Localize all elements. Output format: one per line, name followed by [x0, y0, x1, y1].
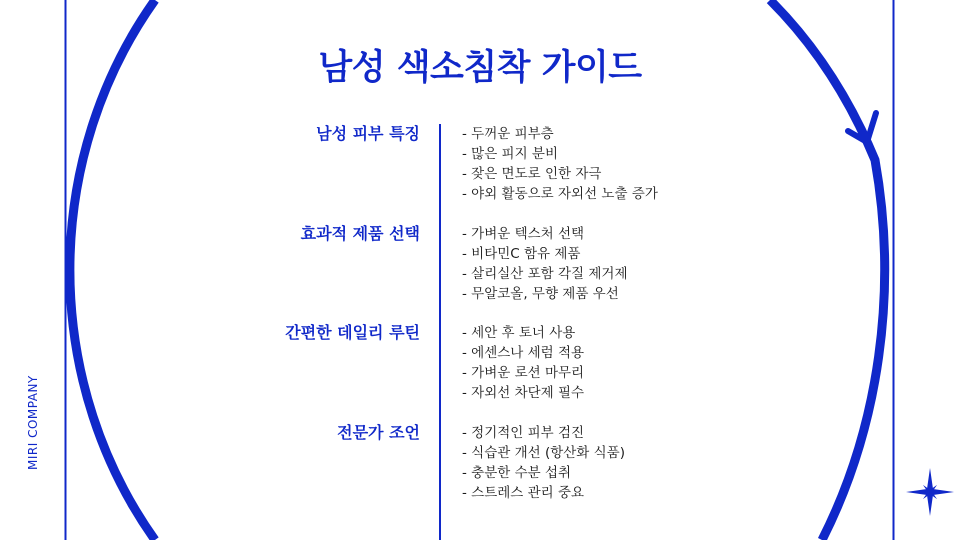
- section-heading: 전문가 조언: [337, 423, 420, 442]
- list-item: - 야외 활동으로 자외선 노출 증가: [462, 186, 658, 202]
- section-list: [462, 423, 625, 503]
- list-item: - 식습관 개선 (항산화 식품): [462, 445, 625, 461]
- list-item: - 두꺼운 피부층: [462, 126, 554, 142]
- brand-name: MIRI COMPANY: [26, 375, 40, 470]
- section-heading: 효과적 제품 선택: [300, 224, 420, 243]
- list-item: - 비타민C 함유 제품: [462, 246, 581, 262]
- list-item: - 잦은 면도로 인한 자극: [462, 166, 602, 182]
- list-item: - 에센스나 세럼 적용: [462, 345, 585, 361]
- list-item: - 정기적인 피부 검진: [462, 425, 585, 441]
- section-heading: 남성 피부 특징: [316, 124, 420, 143]
- list-item: - 가벼운 텍스처 선택: [462, 226, 585, 242]
- list-item: - 살리실산 포함 각질 제거제: [462, 266, 628, 282]
- page-title: 남성 색소침착 가이드: [318, 48, 642, 88]
- section-expert-advice: [0, 423, 960, 513]
- list-item: - 무알코올, 무향 제품 우선: [462, 286, 619, 302]
- list-item: - 스트레스 관리 중요: [462, 485, 585, 501]
- section-list: [462, 124, 658, 204]
- list-item: - 세안 후 토너 사용: [462, 325, 576, 341]
- list-item: - 충분한 수분 섭취: [462, 465, 572, 481]
- list-item: - 많은 피지 분비: [462, 146, 558, 162]
- list-item: - 가벼운 로션 마무리: [462, 365, 585, 381]
- list-item: - 자외선 차단제 필수: [462, 385, 585, 401]
- section-list: [462, 323, 584, 403]
- section-heading: 간편한 데일리 루틴: [285, 323, 420, 342]
- section-daily-routine: [0, 323, 960, 413]
- section-list: [462, 224, 628, 304]
- section-skin-traits: [0, 124, 960, 214]
- section-product-choice: [0, 224, 960, 314]
